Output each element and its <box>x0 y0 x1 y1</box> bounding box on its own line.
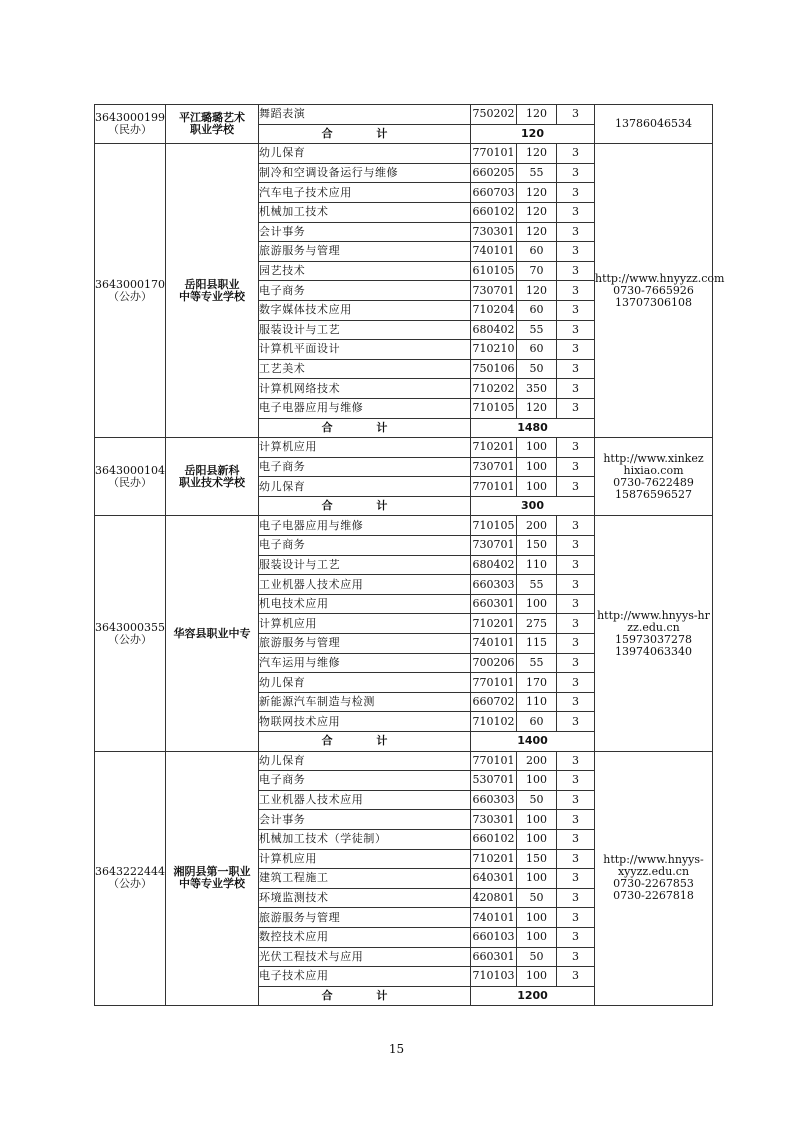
school-name-line: 中等专业学校 <box>179 877 245 891</box>
enrollment-plan: 100 <box>517 438 557 458</box>
study-years: 3 <box>557 438 595 458</box>
enrollment-plan: 100 <box>517 477 557 497</box>
enrollment-plan: 60 <box>517 712 557 732</box>
contact-cell <box>595 144 725 438</box>
school-name-line: 职业学校 <box>190 123 234 137</box>
total-label: 合 计 <box>259 418 471 438</box>
school-code: 3643000104 <box>95 463 165 477</box>
enrollment-plan: 50 <box>517 790 557 810</box>
school-code: 3643222444 <box>95 865 165 879</box>
school-code: 3643000355 <box>95 620 165 634</box>
enrollment-plan-table <box>94 104 725 1006</box>
major-name: 工业机器人技术应用 <box>259 575 471 595</box>
major-code: 530701 <box>471 771 517 791</box>
study-years: 3 <box>557 163 595 183</box>
contact-line: 13707306108 <box>615 295 692 309</box>
contact-line: 15876596527 <box>615 487 692 501</box>
contact-line: http://www.hnyys- <box>603 853 704 867</box>
table-row <box>95 438 713 458</box>
major-code: 730701 <box>471 457 517 477</box>
study-years: 3 <box>557 614 595 634</box>
major-name: 物联网技术应用 <box>259 712 471 732</box>
enrollment-plan: 120 <box>517 202 557 222</box>
enrollment-plan: 100 <box>517 869 557 889</box>
major-name: 制冷和空调设备运行与维修 <box>259 163 471 183</box>
major-name: 电子电器应用与维修 <box>259 398 471 418</box>
major-name: 服装设计与工艺 <box>259 555 471 575</box>
enrollment-plan: 60 <box>517 340 557 360</box>
major-name: 幼儿保育 <box>259 144 471 164</box>
major-code: 680402 <box>471 555 517 575</box>
major-name: 电子技术应用 <box>259 967 471 987</box>
study-years: 3 <box>557 183 595 203</box>
school-name-line: 岳阳县新科 <box>184 463 240 477</box>
major-code: 610105 <box>471 261 517 281</box>
major-name: 服装设计与工艺 <box>259 320 471 340</box>
school-code-cell <box>95 438 166 516</box>
enrollment-plan: 110 <box>517 692 557 712</box>
major-code: 770101 <box>471 144 517 164</box>
school-name-line: 湘阴县第一职业 <box>173 865 251 879</box>
enrollment-plan: 100 <box>517 771 557 791</box>
enrollment-plan: 150 <box>517 536 557 556</box>
major-name: 机械加工技术 <box>259 202 471 222</box>
contact-line: xyyzz.edu.cn <box>617 865 690 879</box>
contact-line: hixiao.com <box>623 463 684 477</box>
total-label: 合 计 <box>259 124 471 144</box>
enrollment-plan: 60 <box>517 242 557 262</box>
major-name: 会计事务 <box>259 222 471 242</box>
major-code: 710204 <box>471 300 517 320</box>
enrollment-plan: 120 <box>517 281 557 301</box>
major-code: 660102 <box>471 202 517 222</box>
total-value: 1200 <box>471 986 595 1006</box>
enrollment-plan: 100 <box>517 457 557 477</box>
study-years: 3 <box>557 751 595 771</box>
major-code: 660102 <box>471 829 517 849</box>
contact-line: 13786046534 <box>615 117 692 131</box>
major-name: 汽车电子技术应用 <box>259 183 471 203</box>
major-code: 700206 <box>471 653 517 673</box>
study-years: 3 <box>557 340 595 360</box>
contact-cell <box>595 438 713 516</box>
study-years: 3 <box>557 261 595 281</box>
total-value: 1480 <box>471 418 595 438</box>
study-years: 3 <box>557 927 595 947</box>
study-years: 3 <box>557 536 595 556</box>
table-row <box>95 144 713 164</box>
major-name: 旅游服务与管理 <box>259 634 471 654</box>
enrollment-plan: 100 <box>517 908 557 928</box>
study-years: 3 <box>557 222 595 242</box>
school-type: （公办） <box>108 877 152 891</box>
total-value: 1400 <box>471 732 595 752</box>
major-code: 740101 <box>471 242 517 262</box>
contact-cell <box>595 516 713 751</box>
study-years: 3 <box>557 653 595 673</box>
enrollment-plan: 60 <box>517 300 557 320</box>
school-code: 3643000170 <box>95 277 165 291</box>
enrollment-plan: 50 <box>517 359 557 379</box>
enrollment-plan: 120 <box>517 222 557 242</box>
contact-line: http://www.hnyys-hr <box>597 608 710 622</box>
school-name-line: 岳阳县职业 <box>184 277 240 291</box>
school-code-cell <box>95 751 166 1006</box>
major-code: 770101 <box>471 751 517 771</box>
major-name: 旅游服务与管理 <box>259 242 471 262</box>
contact-line: zz.edu.cn <box>627 620 680 634</box>
study-years: 3 <box>557 810 595 830</box>
major-name: 计算机应用 <box>259 849 471 869</box>
study-years: 3 <box>557 712 595 732</box>
study-years: 3 <box>557 477 595 497</box>
school-name-cell <box>166 438 259 516</box>
study-years: 3 <box>557 947 595 967</box>
enrollment-plan: 120 <box>517 144 557 164</box>
study-years: 3 <box>557 771 595 791</box>
study-years: 3 <box>557 829 595 849</box>
study-years: 3 <box>557 320 595 340</box>
major-name: 电子商务 <box>259 536 471 556</box>
enrollment-plan: 100 <box>517 810 557 830</box>
major-code: 710202 <box>471 379 517 399</box>
major-name: 幼儿保育 <box>259 751 471 771</box>
major-name: 电子电器应用与维修 <box>259 516 471 536</box>
major-name: 计算机应用 <box>259 614 471 634</box>
contact-line: 15973037278 <box>615 632 692 646</box>
enrollment-plan: 120 <box>517 183 557 203</box>
school-name-cell <box>166 751 259 1006</box>
major-code: 750106 <box>471 359 517 379</box>
major-code: 660301 <box>471 594 517 614</box>
major-name: 工艺美术 <box>259 359 471 379</box>
study-years: 3 <box>557 575 595 595</box>
major-code: 770101 <box>471 477 517 497</box>
major-name: 舞蹈表演 <box>259 105 471 125</box>
total-value: 300 <box>471 496 595 516</box>
major-name: 会计事务 <box>259 810 471 830</box>
table-row <box>95 105 713 125</box>
major-name: 计算机网络技术 <box>259 379 471 399</box>
total-label: 合 计 <box>259 732 471 752</box>
school-code: 3643000199 <box>95 111 165 125</box>
major-name: 光伏工程技术与应用 <box>259 947 471 967</box>
major-code: 730301 <box>471 810 517 830</box>
contact-line: 0730-2267853 <box>613 877 694 891</box>
major-name: 旅游服务与管理 <box>259 908 471 928</box>
school-name-line: 华容县职业中专 <box>173 626 251 640</box>
major-name: 数字媒体技术应用 <box>259 300 471 320</box>
enrollment-plan: 55 <box>517 575 557 595</box>
contact-line: 0730-7665926 <box>613 283 694 297</box>
study-years: 3 <box>557 869 595 889</box>
contact-cell <box>595 751 713 1006</box>
school-name-cell <box>166 105 259 144</box>
study-years: 3 <box>557 144 595 164</box>
school-type: （公办） <box>108 289 152 303</box>
enrollment-plan: 350 <box>517 379 557 399</box>
enrollment-plan: 55 <box>517 653 557 673</box>
major-name: 机电技术应用 <box>259 594 471 614</box>
contact-cell <box>595 105 713 144</box>
enrollment-plan: 275 <box>517 614 557 634</box>
major-code: 710105 <box>471 398 517 418</box>
study-years: 3 <box>557 849 595 869</box>
major-code: 660703 <box>471 183 517 203</box>
major-name: 电子商务 <box>259 771 471 791</box>
enrollment-plan: 100 <box>517 927 557 947</box>
study-years: 3 <box>557 457 595 477</box>
enrollment-plan: 200 <box>517 516 557 536</box>
enrollment-plan: 115 <box>517 634 557 654</box>
major-name: 电子商务 <box>259 457 471 477</box>
major-code: 660702 <box>471 692 517 712</box>
major-code: 710201 <box>471 438 517 458</box>
major-code: 660303 <box>471 790 517 810</box>
contact-line: http://www.hnyyzz.com <box>595 271 725 285</box>
total-label: 合 计 <box>259 986 471 1006</box>
study-years: 3 <box>557 692 595 712</box>
school-name-line: 中等专业学校 <box>179 289 245 303</box>
enrollment-plan: 55 <box>517 320 557 340</box>
study-years: 3 <box>557 359 595 379</box>
school-name-line: 职业技术学校 <box>179 475 245 489</box>
total-label: 合 计 <box>259 496 471 516</box>
school-code-cell <box>95 516 166 751</box>
contact-line: 0730-7622489 <box>613 475 694 489</box>
contact-line: 0730-2267818 <box>613 889 694 903</box>
study-years: 3 <box>557 300 595 320</box>
school-name-cell <box>166 144 259 438</box>
study-years: 3 <box>557 634 595 654</box>
study-years: 3 <box>557 516 595 536</box>
major-code: 710102 <box>471 712 517 732</box>
major-code: 710103 <box>471 967 517 987</box>
study-years: 3 <box>557 242 595 262</box>
major-code: 770101 <box>471 673 517 693</box>
major-name: 环境监测技术 <box>259 888 471 908</box>
study-years: 3 <box>557 105 595 125</box>
total-value: 120 <box>471 124 595 144</box>
table-row <box>95 751 713 771</box>
major-name: 电子商务 <box>259 281 471 301</box>
study-years: 3 <box>557 398 595 418</box>
major-code: 740101 <box>471 908 517 928</box>
major-name: 机械加工技术（学徒制） <box>259 829 471 849</box>
school-type: （民办） <box>108 475 152 489</box>
table-row <box>95 516 713 536</box>
enrollment-plan: 100 <box>517 594 557 614</box>
study-years: 3 <box>557 908 595 928</box>
enrollment-plan: 120 <box>517 105 557 125</box>
major-name: 计算机应用 <box>259 438 471 458</box>
study-years: 3 <box>557 202 595 222</box>
school-type: （民办） <box>108 123 152 137</box>
study-years: 3 <box>557 594 595 614</box>
major-code: 710201 <box>471 614 517 634</box>
major-code: 660205 <box>471 163 517 183</box>
enrollment-plan: 150 <box>517 849 557 869</box>
enrollment-plan: 50 <box>517 888 557 908</box>
major-name: 工业机器人技术应用 <box>259 790 471 810</box>
major-code: 680402 <box>471 320 517 340</box>
major-code: 730701 <box>471 281 517 301</box>
major-name: 新能源汽车制造与检测 <box>259 692 471 712</box>
school-name-cell <box>166 516 259 751</box>
study-years: 3 <box>557 555 595 575</box>
enrollment-plan: 120 <box>517 398 557 418</box>
major-code: 750202 <box>471 105 517 125</box>
enrollment-plan: 70 <box>517 261 557 281</box>
major-name: 数控技术应用 <box>259 927 471 947</box>
major-name: 幼儿保育 <box>259 477 471 497</box>
contact-line: 13974063340 <box>615 644 692 658</box>
enrollment-plan: 170 <box>517 673 557 693</box>
enrollment-plan: 55 <box>517 163 557 183</box>
major-code: 710201 <box>471 849 517 869</box>
enrollment-plan: 110 <box>517 555 557 575</box>
school-name-line: 平江璐璐艺术 <box>179 111 245 125</box>
major-code: 740101 <box>471 634 517 654</box>
major-name: 汽车运用与维修 <box>259 653 471 673</box>
major-code: 730301 <box>471 222 517 242</box>
enrollment-plan: 100 <box>517 829 557 849</box>
enrollment-plan: 50 <box>517 947 557 967</box>
major-code: 710210 <box>471 340 517 360</box>
study-years: 3 <box>557 888 595 908</box>
study-years: 3 <box>557 967 595 987</box>
major-code: 660103 <box>471 927 517 947</box>
study-years: 3 <box>557 673 595 693</box>
page-number: 15 <box>388 1042 405 1056</box>
major-name: 计算机平面设计 <box>259 340 471 360</box>
study-years: 3 <box>557 790 595 810</box>
study-years: 3 <box>557 281 595 301</box>
major-code: 660301 <box>471 947 517 967</box>
contact-line: http://www.xinkez <box>603 451 704 465</box>
major-code: 640301 <box>471 869 517 889</box>
enrollment-plan: 200 <box>517 751 557 771</box>
study-years: 3 <box>557 379 595 399</box>
major-code: 660303 <box>471 575 517 595</box>
school-code-cell <box>95 144 166 438</box>
major-name: 幼儿保育 <box>259 673 471 693</box>
enrollment-plan: 100 <box>517 967 557 987</box>
school-type: （公办） <box>108 632 152 646</box>
major-name: 建筑工程施工 <box>259 869 471 889</box>
major-code: 730701 <box>471 536 517 556</box>
major-code: 710105 <box>471 516 517 536</box>
major-name: 园艺技术 <box>259 261 471 281</box>
major-code: 420801 <box>471 888 517 908</box>
school-code-cell <box>95 105 166 144</box>
